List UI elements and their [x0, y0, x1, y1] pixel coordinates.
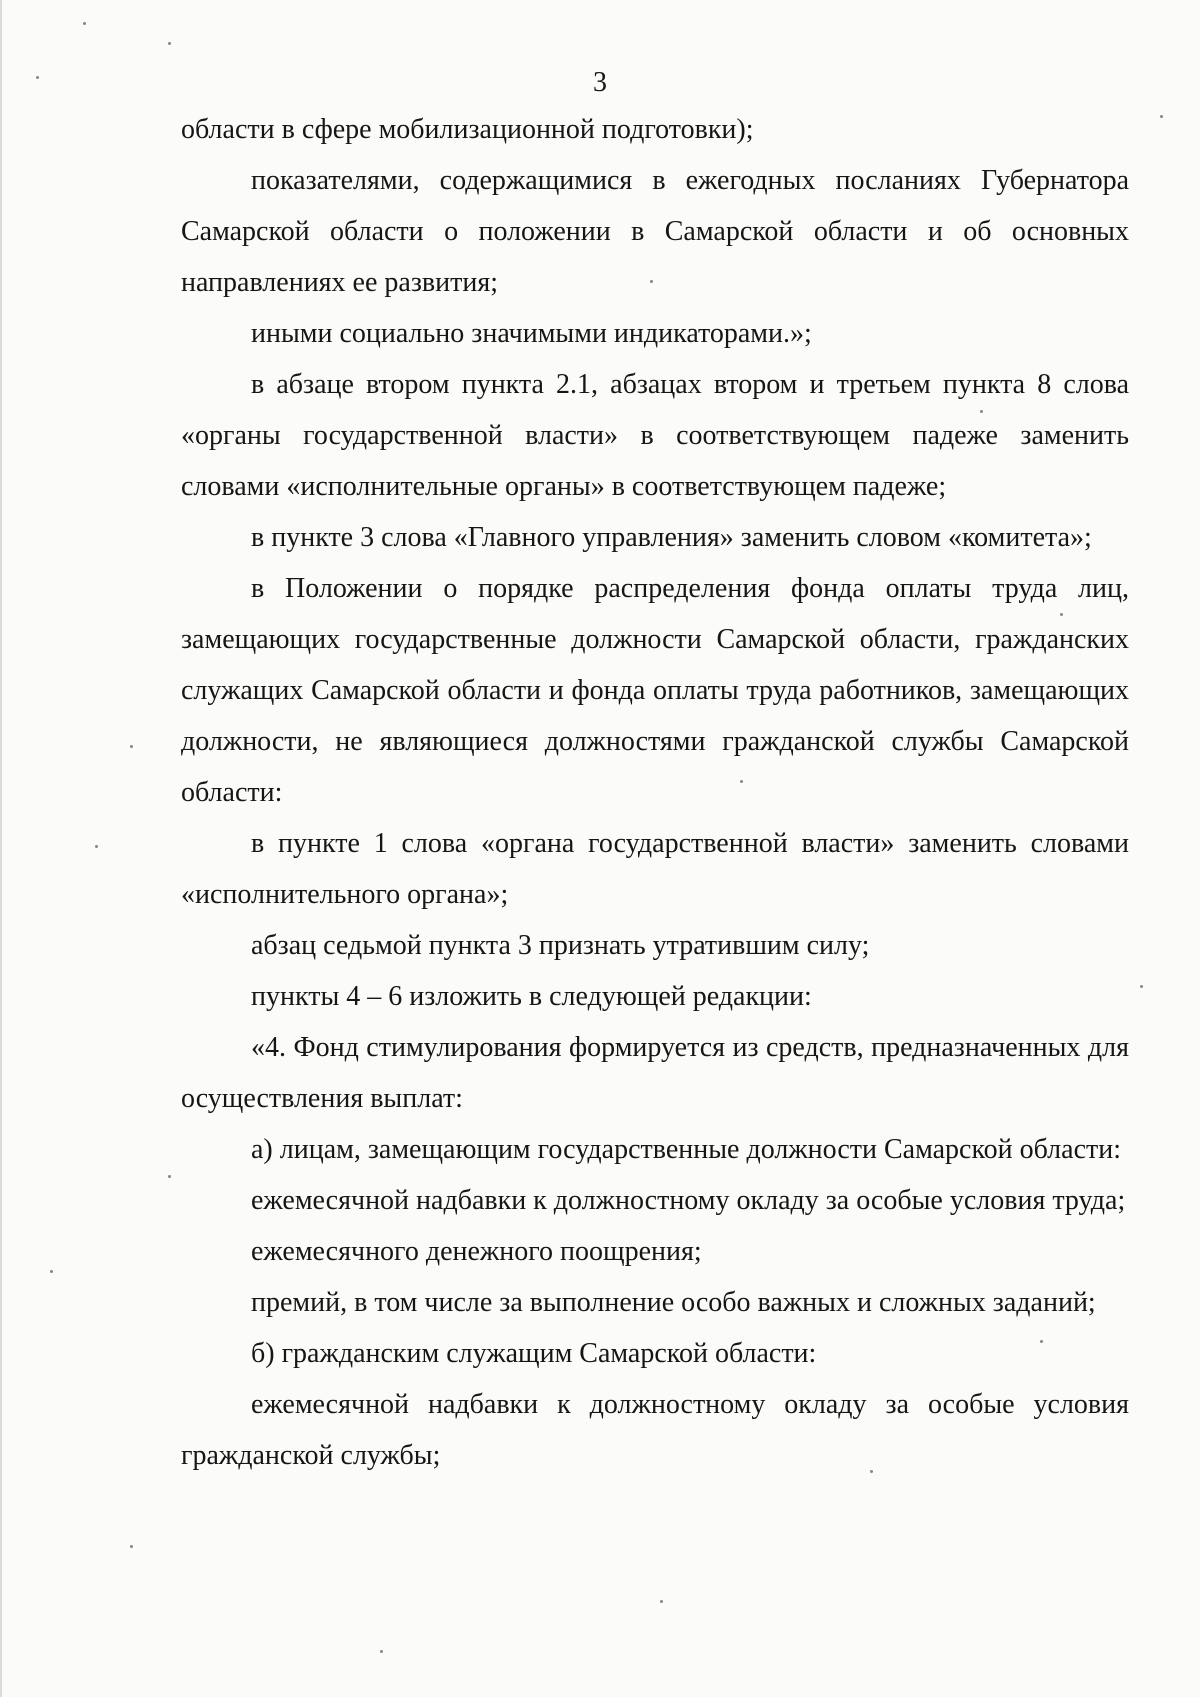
paragraph-10: «4. Фонд стимулирования формируется из средств, предназначенных для осуществления выплат: — [181, 1032, 1129, 1114]
scan-speck — [168, 42, 171, 45]
scan-speck — [95, 845, 98, 848]
paragraph-9: пункты 4 – 6 изложить в следующей редакции: — [251, 981, 812, 1012]
scan-speck — [740, 780, 743, 783]
paragraph-14: премий, в том числе за выполнение особо важных и сложных заданий; — [251, 1287, 1096, 1318]
scan-speck — [130, 745, 133, 748]
scan-speck — [1060, 613, 1063, 616]
scan-speck — [168, 1175, 171, 1178]
paragraph-11: а) лицам, замещающим государственные должности Самарской области: — [251, 1134, 1122, 1165]
scan-speck — [130, 1545, 133, 1548]
scan-speck — [660, 1600, 663, 1603]
paragraph-8: абзац седьмой пункта 3 признать утратившим силу; — [251, 930, 870, 961]
paragraph-16: ежемесячной надбавки к должностному окладу за особые условия гражданской службы; — [181, 1389, 1129, 1471]
scan-speck — [1140, 985, 1143, 988]
paragraph-1: области в сфере мобилизационной подготовки); — [181, 114, 754, 145]
page-number: 3 — [593, 67, 607, 98]
paragraph-6: в Положении о порядке распределения фонда оплаты труда лиц, замещающих государственные должности Самарской области, гражданских служащих Самарской области и фонда оплаты труда работников, замещающих должности, не являющиеся должностями гражданской службы Самарской области: — [181, 573, 1129, 808]
paragraph-7: в пункте 1 слова «органа государственной власти» заменить словами «исполнительного органа»; — [181, 828, 1129, 910]
scan-speck — [650, 280, 653, 283]
scan-speck — [1160, 115, 1163, 118]
paragraph-12: ежемесячной надбавки к должностному окладу за особые условия труда; — [251, 1185, 1126, 1216]
scan-speck — [870, 1470, 873, 1473]
scan-edge-shadow — [0, 0, 2, 1697]
paragraph-2: показателями, содержащимися в ежегодных посланиях Губернатора Самарской области о положении в Самарской области и об основных направлениях ее развития; — [181, 165, 1129, 298]
paragraph-13: ежемесячного денежного поощрения; — [251, 1236, 702, 1267]
paragraph-3: иными социально значимыми индикаторами.»; — [251, 318, 812, 349]
paragraph-5: в пункте 3 слова «Главного управления» заменить словом «комитета»; — [251, 522, 1092, 553]
paragraph-4: в абзаце втором пункта 2.1, абзацах втором и третьем пункта 8 слова «органы государственной власти» в соответствующем падеже заменить словами «исполнительные органы» в соответствующем падеже; — [181, 369, 1129, 502]
paragraph-15: б) гражданским служащим Самарской области: — [251, 1338, 817, 1369]
scan-speck — [1040, 1340, 1043, 1343]
scan-speck — [83, 22, 86, 25]
document-body — [181, 104, 1129, 1481]
scan-speck — [380, 1650, 383, 1653]
scan-speck — [36, 76, 39, 79]
scan-speck — [50, 1270, 53, 1273]
scan-speck — [980, 410, 983, 413]
